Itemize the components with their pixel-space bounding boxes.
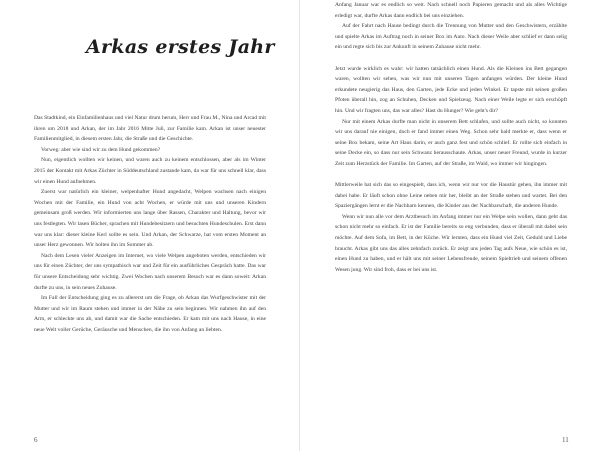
paragraph: Nur mit einem Arkas durfte man nicht in unserem Bett schlafen, und sollte auch nicht, so konnten wir uns darauf nie einigen, doch er fand immer einen Weg. Schon sehr bald merkte er, dass wenn er seine Box bekam, seine Art Haus darin, er auch ganz fest und schön schlief. Er rollte sich einfach in seine Decke ein, so dass nur sein Schwanz herausschaute. Arkas, unser neuer Freund, wurde in kurzer Zeit zum Herzstück der Familie. Im Garten, auf der Straße, im Wald, wo immer wir hingingen. [335,118,567,167]
paragraph: Nun, eigentlich wollten wir keinen, und waren auch zu keinem entschlossen, aber als im Winter 2015 der Kontakt mit Arkas Züchter in Süddeutschland zustande kam, da war für uns schnell klar, dass wir einen Hund aufnehmen. [34,157,266,185]
right-body-text [335,0,567,432]
paragraph: Wenn wir nun alle vor dem Arztbesuch im Anfang immer nur ein Welpe sein wollen, dann geht das schon nicht mehr so einfach. Er ist der Familie bereits so eng verbunden, dass er überall mit dabei sein möchte. Auf dem Sofa, im Bett, in der Küche. Wir lernten, dass ein Hund viel Zeit, Geduld und Liebe braucht. Arkas gibt uns das alles zehnfach zurück. Er zeigt uns jeden Tag aufs Neue, wie schön es ist, einen Hund zu haben, und er hält uns mit seiner Lebensfreude, seinem Spieltrieb und seinem offenen Wesen jung. Wir sind froh, dass er bei uns ist. [335,213,567,273]
paragraph: Anfang Januar war es endlich so weit. Nach schnell noch Papieren gemacht und als alles Wichtige erledigt war, durfte Arkas dann endlich bei uns einziehen. [335,2,567,19]
left-body-text [34,113,266,431]
chapter-title: Arkas erstes Jahr [86,36,275,58]
paragraph: Mittlerweile hat sich das so eingespielt, dass ich, wenn wir nur vor die Haustür gehen, ihn immer mit dabei habe. Er läuft schon ohne Leine neben mir her, bleibt an der Straße stehen und wartet. Bei den Spaziergängen lernt er die Nachbarn kennen, die Kinder aus der Nachbarschaft, die anderen Hunde. [335,182,567,210]
paragraph: Nach dem Lesen vieler Anzeigen im Internet, wo viele Welpen angeboten werden, entschieden wir uns für einen Züchter, der uns sympathisch war und Zeit für ein ausführliches Gespräch hatte. Das war für unsere Entscheidung sehr wichtig. Zwei Wochen nach unserem Besuch war es dann soweit: Arkan durfte zu uns, in sein neues Zuhause. [34,252,266,291]
page-number: 6 [34,436,38,444]
paragraph: Jetzt wurde wirklich es wahr: wir hatten tatsächlich einen Hund. Als die Kleinen ins Bett gegangen waren, wollten wir sehen, was wir nun mit unseren Tagen anfangen würden. Der kleine Hund erkundete neugierig das Haus, den Garten, jede Ecke und jeden Winkel. Er tapste mit seinen großen Pfoten überall hin, zog an Schuhen, Decken und Spielzeug. Nach einer Weile legte er sich erschöpft hin. Und wir fragten uns, das war alles? Hast du Hunger? Wie geht's dir? [335,65,567,114]
paragraph: Zuerst war natürlich ein kleiner, welpenhafter Hund angedacht, Welpen wachsen nach einigen Wochen mit der Familie, ein Hund von acht Wochen, er würde mit uns und unseren Kindern gemeinsam groß werden. Wir informierten uns lange über Rassen, Charakter und Haltung, bevor wir uns festlegten. Wir lasen Bücher, sprachen mit Hundebesitzern und besuchten Hundeschulen. Erst dann war uns klar: dieser kleine Kerl sollte es sein. Und Arkan, der Schwarze, hat vom ersten Moment an unser Herz gewonnen. Wir holten ihn im Sommer ab. [34,189,266,249]
paragraph: Auf der Fahrt nach Hause bedingt durch die Trennung von Mutter und den Geschwistern, erzählte und spielte Arkas im Auftrag noch in seiner Box im Auto. Nach dieser Weile aber schlief er dann selig ein und regte sich bis zur Ankunft in seinem Zuhause nicht mehr. [335,23,567,51]
page-number: 11 [562,436,569,444]
right-page [300,0,600,451]
paragraph: Vorweg: aber wie sind wir zu dem Hund gekommen? [41,146,161,153]
paragraph: Im Fall der Entscheidung ging es zu allererst um die Frage, ob Arkan das Wurfgeschwister mit der Mutter und wir im Raum stehen und immer in der Nähe zu sein beginnen. Wir nahmen ihn auf den Arm, er schleckte uns ab, und damit war die Sache entschieden. Er kam mit uns nach Hause, in eine neue Welt voller Gerüche, Geräusche und Menschen, die ihn von Anfang an liebten. [34,295,266,333]
paragraph: Das Stadtkind, ein Einfamilienhaus und viel Natur drum herum, Herr und Frau M., Nina und Arcad mit ihren um 2018 und Arkan, der im Jahr 2016 Mitte Juli, zur Familie kam. Arkan ist unser neuester Familienmitglied, in diesem ersten Jahr, die Straße und die Geschichte. [34,115,266,143]
